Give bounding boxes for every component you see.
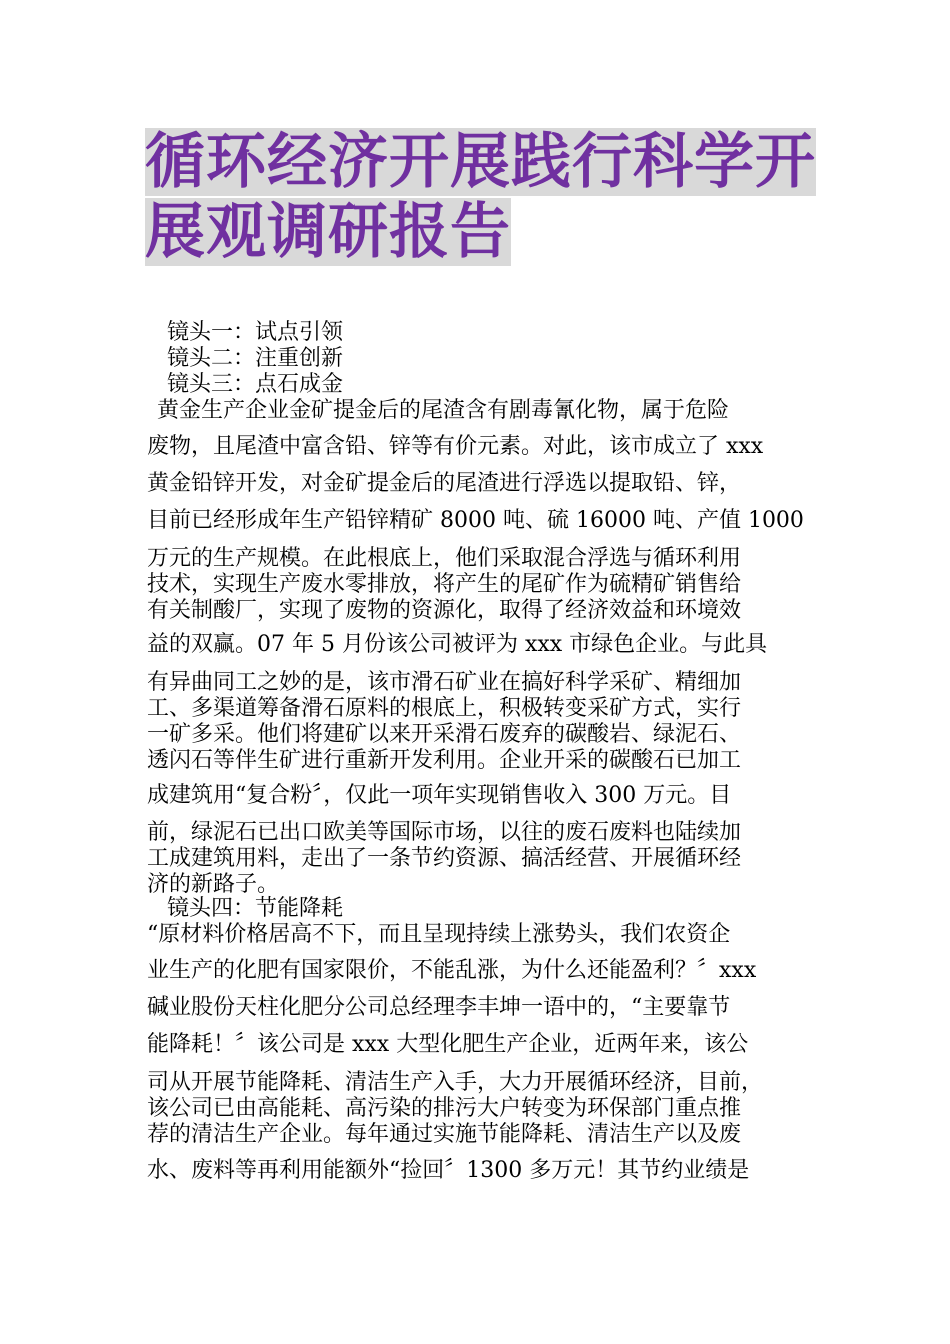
- paragraph-line: 业生产的化肥有国家限价，不能乱涨，为什么还能盈利？〞xxx: [147, 958, 757, 983]
- paragraph-line: 能降耗！〞该公司是 xxx 大型化肥生产企业，近两年来，该公: [147, 1032, 749, 1057]
- paragraph-line: 司从开展节能降耗、清洁生产入手，大力开展循环经济，目前，: [147, 1070, 764, 1095]
- paragraph-line: 前，绿泥石已出口欧美等国际市场，以往的废石废料也陆续加: [147, 820, 742, 845]
- paragraph-line: 益的双赢。07 年 5 月份该公司被评为 xxx 市绿色企业。与此具: [147, 632, 768, 657]
- paragraph-line: 有异曲同工之妙的是，该市滑石矿业在搞好科学采矿、精细加: [147, 670, 742, 695]
- paragraph-line: 透闪石等伴生矿进行重新开发利用。企业开采的碳酸石已加工: [147, 748, 742, 773]
- paragraph-line: 黄金生产企业金矿提金后的尾渣含有剧毒氰化物，属于危险: [157, 398, 730, 423]
- paragraph-line: 成建筑用“复合粉〞，仅此一项年实现销售收入 300 万元。目: [147, 783, 732, 808]
- paragraph-line: 一矿多采。他们将建矿以来开采滑石废弃的碳酸岩、绿泥石、: [147, 722, 742, 747]
- section-heading: 镜头三：点石成金: [167, 372, 344, 397]
- section-heading: 镜头四：节能降耗: [167, 896, 344, 921]
- paragraph-line: 目前已经形成年生产铅锌精矿 8000 吨、硫 16000 吨、产值 1000: [147, 508, 804, 533]
- paragraph-line: 有关制酸厂，实现了废物的资源化，取得了经济效益和环境效: [147, 598, 742, 623]
- paragraph-line: 碱业股份天柱化肥分公司总经理李丰坤一语中的，“主要靠节: [147, 995, 731, 1020]
- paragraph-line: 技术，实现生产废水零排放，将产生的尾矿作为硫精矿销售给: [147, 572, 742, 597]
- paragraph-line: 该公司已由高能耗、高污染的排污大户转变为环保部门重点推: [147, 1096, 742, 1121]
- paragraph-line: 废物，且尾渣中富含铅、锌等有价元素。对此，该市成立了 xxx: [147, 434, 764, 459]
- paragraph-line: 水、废料等再利用能额外“捡回〞1300 多万元！其节约业绩是: [147, 1158, 750, 1183]
- paragraph-line: 工、多渠道筹备滑石原料的根底上，积极转变采矿方式，实行: [147, 696, 742, 721]
- section-heading: 镜头二：注重创新: [167, 346, 344, 371]
- section-heading: 镜头一：试点引领: [167, 320, 344, 345]
- paragraph-line: 荐的清洁生产企业。每年通过实施节能降耗、清洁生产以及废: [147, 1122, 742, 1147]
- paragraph-line: 万元的生产规模。在此根底上，他们采取混合浮选与循环利用: [147, 546, 742, 571]
- paragraph-line: “原材料价格居高不下，而且呈现持续上涨势头，我们农资企: [147, 922, 731, 947]
- title-line-2: 展观调研报告: [145, 197, 511, 267]
- paragraph-line: 济的新路子。: [147, 872, 280, 897]
- paragraph-line: 黄金铅锌开发，对金矿提金后的尾渣进行浮选以提取铅、锌，: [147, 471, 742, 496]
- title-line-1: 循环经济开展践行科学开: [145, 127, 816, 197]
- paragraph-line: 工成建筑用料，走出了一条节约资源、搞活经营、开展循环经: [147, 846, 742, 871]
